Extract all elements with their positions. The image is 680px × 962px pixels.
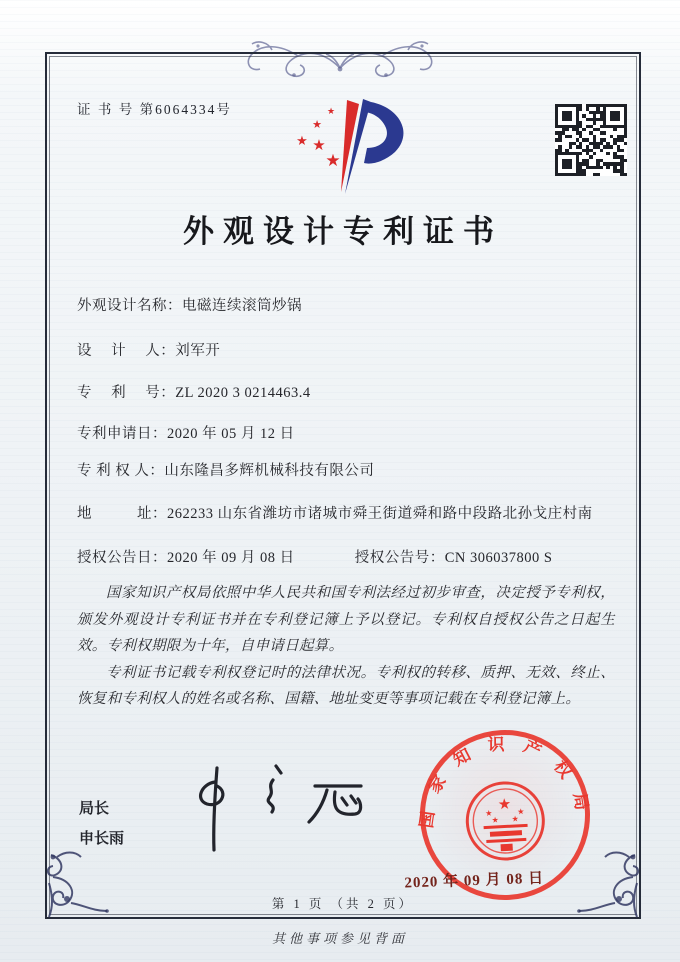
- field-patentee: [77, 461, 613, 482]
- svg-text:★: ★: [485, 808, 493, 819]
- signer-block: [79, 794, 124, 854]
- cnipa-logo-icon: [269, 98, 419, 198]
- field-label: 专 利 权 人：: [77, 463, 165, 479]
- svg-text:国家知识产权局: 国家知识产权局: [416, 734, 594, 830]
- legal-paragraph-1: 国家知识产权局依照中华人民共和国专利法经过初步审查，决定授予专利权，颁发外观设计专利证书并在专利登记簿上予以登记。专利权自授权公告之日起生效。专利权期限为十年，自申请日起算。: [77, 585, 615, 654]
- grant-no-value: CN 306037800 S: [444, 550, 553, 566]
- field-value: ZL 2020 3 0214463.4: [175, 385, 311, 401]
- field-label: 专利申请日：: [77, 426, 167, 442]
- field-address: [77, 504, 613, 525]
- signer-name: 申长雨: [79, 830, 125, 847]
- field-value: 262233 山东省潍坊市诸城市舜王街道舜和路中段路北孙戈庄村南: [167, 506, 593, 522]
- grant-date-label: 授权公告日：: [77, 550, 167, 566]
- field-filing-date: [77, 424, 613, 445]
- grant-no-label: 授权公告号：: [354, 550, 445, 566]
- field-value: 电磁连续滚筒炒锅: [182, 298, 302, 314]
- field-label: 专 利 号：: [77, 385, 176, 401]
- legal-text: [77, 580, 615, 713]
- field-patent-number: [77, 383, 613, 404]
- qr-code: [555, 104, 627, 176]
- svg-text:★: ★: [491, 815, 500, 825]
- field-designer: [77, 341, 613, 362]
- svg-text:★: ★: [296, 134, 308, 149]
- certificate-title: 外观设计专利证书: [183, 214, 503, 249]
- field-grant-row: [77, 548, 613, 569]
- signer-title: 局长: [79, 800, 110, 817]
- svg-text:★: ★: [312, 136, 326, 154]
- svg-text:★: ★: [517, 806, 525, 817]
- field-value: 山东隆昌多辉机械科技有限公司: [164, 463, 375, 479]
- page-number: 第 1 页 （共 2 页）: [271, 897, 415, 911]
- seal-date: 2020 年 09 月 08 日: [404, 870, 545, 892]
- director-signature-icon: [177, 754, 397, 864]
- field-design-name: [77, 296, 613, 317]
- svg-text:★: ★: [497, 794, 512, 814]
- svg-text:★: ★: [326, 107, 336, 117]
- field-label: 设 计 人：: [77, 343, 176, 359]
- field-label: 外观设计名称：: [77, 298, 182, 314]
- back-side-note: 其他事项参见背面: [271, 931, 408, 946]
- grant-date-value: 2020 年 09 月 08 日: [167, 550, 295, 566]
- field-value: 2020 年 05 月 12 日: [167, 426, 295, 442]
- field-value: 刘军开: [175, 343, 221, 359]
- field-label: 地 址：: [77, 506, 167, 522]
- svg-text:★: ★: [312, 118, 322, 131]
- svg-text:★: ★: [511, 814, 520, 824]
- svg-text:★: ★: [325, 151, 341, 171]
- certificate-border-frame: [45, 52, 641, 919]
- legal-paragraph-2: 专利证书记载专利权登记时的法律状况。专利权的转移、质押、无效、终止、恢复和专利权人的姓名或名称、国籍、地址变更等事项记载在专利登记簿上。: [77, 664, 615, 707]
- official-red-seal: [404, 726, 595, 905]
- certificate-number: 证 书 号 第6064334号: [77, 102, 232, 117]
